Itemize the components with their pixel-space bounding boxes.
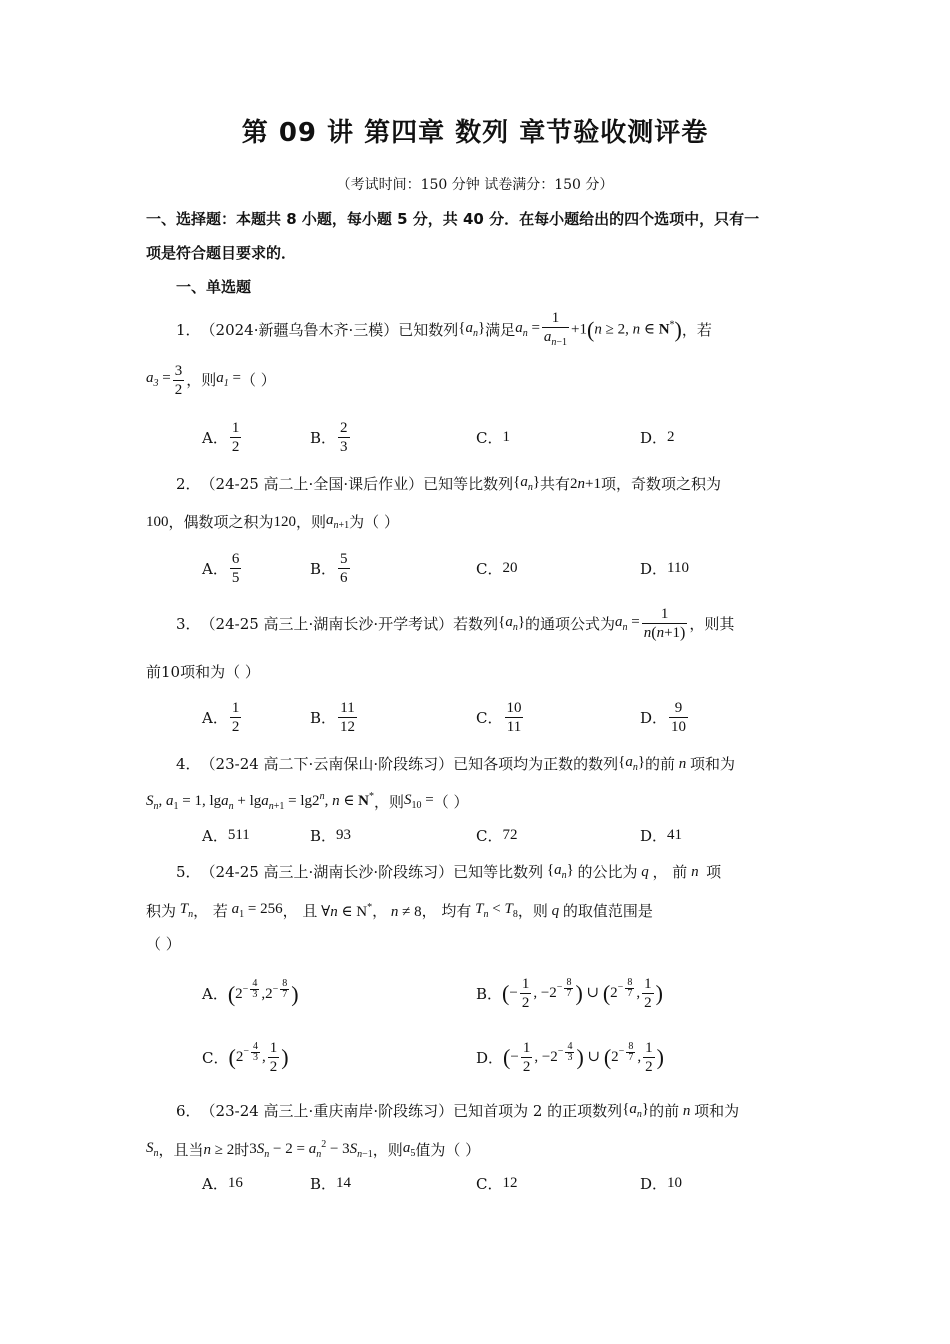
option-value: 12 — [502, 1174, 518, 1191]
option-value: 72 — [502, 826, 518, 843]
math: q — [547, 902, 563, 919]
question-source: （24-25 高二上·全国·课后作业）已知等比数列 — [200, 474, 514, 493]
math: 2n+1 — [570, 475, 601, 492]
option-c[interactable] — [476, 694, 525, 740]
option-d[interactable] — [640, 694, 690, 740]
option-num: 9 — [674, 699, 683, 716]
question-text: （ ） — [240, 370, 276, 389]
option-num: 10 — [506, 699, 522, 716]
option-label: B． — [310, 559, 337, 578]
math: $a_n$ = — [515, 320, 540, 339]
option-label: C． — [476, 826, 503, 845]
option-value: 2 — [667, 428, 675, 445]
option-label: D． — [640, 559, 668, 578]
option-num: 6 — [231, 550, 240, 567]
option-value: 110 — [667, 559, 689, 576]
question-text: ， 前 — [652, 862, 688, 881]
math: $\{a_n\}$ — [513, 474, 541, 493]
option-label: A． — [202, 428, 228, 447]
math: $S_{10}$ = — [404, 792, 434, 811]
option-label: C． — [202, 1048, 229, 1067]
math: $a_n$ = — [615, 614, 640, 633]
question-number: 6． — [176, 1101, 201, 1120]
math: $a_5$ — [402, 1140, 416, 1159]
option-b[interactable] — [310, 545, 352, 591]
question-number: 1． — [176, 320, 201, 339]
question-text: 前10项和为（ ） — [146, 662, 260, 681]
option-value: 16 — [227, 1174, 243, 1191]
question-number: 4． — [176, 754, 201, 773]
fraction: $\frac{1}{n(n+1)}$ — [643, 606, 686, 642]
option-label: C． — [476, 428, 503, 447]
math: q — [637, 863, 653, 880]
question-source: （23-24 高二下·云南保山·阶段练习）已知各项均为正数的数列 — [200, 754, 619, 773]
option-a[interactable] — [202, 1160, 243, 1206]
math: $T_n$ — [176, 901, 194, 920]
option-den: 11 — [506, 718, 522, 735]
math: n ≥ 2 — [203, 1141, 235, 1158]
option-d[interactable] — [640, 812, 682, 858]
math: n — [687, 863, 707, 880]
option-c[interactable] — [476, 545, 517, 591]
math: $a_1$ = — [216, 370, 241, 389]
option-value: 511 — [227, 826, 250, 843]
question-text: 项和为 — [690, 754, 736, 773]
question-5-line3 — [146, 932, 181, 956]
option-num: 2 — [340, 419, 348, 436]
math: ∀n ∈ N*， n ≠ 8 — [317, 901, 422, 920]
math: $a_1 = 256$ — [231, 901, 283, 920]
option-num: 5 — [340, 550, 348, 567]
question-text: ，则 — [374, 792, 405, 811]
option-a[interactable] — [202, 970, 299, 1016]
math: $\{a_n\}$ — [622, 1101, 650, 1120]
option-b[interactable] — [476, 970, 663, 1016]
question-text: ， 若 — [193, 901, 228, 920]
option-a[interactable] — [202, 545, 243, 591]
question-2 — [176, 470, 721, 498]
option-value: 14 — [336, 1174, 352, 1191]
question-4 — [176, 750, 735, 778]
option-label: D． — [640, 826, 668, 845]
option-label: B． — [310, 708, 337, 727]
math: $\{a_n\}$ — [618, 754, 646, 773]
question-2-options — [0, 545, 950, 591]
option-a[interactable] — [202, 414, 243, 460]
question-text: 的前 — [649, 1101, 680, 1120]
option-den: 2 — [231, 718, 240, 735]
question-source: （2024·新疆乌鲁木齐·三模）已知数列 — [200, 320, 459, 339]
math: $T_n < T_8$ — [475, 901, 518, 920]
math: n — [679, 1102, 695, 1119]
option-den: 6 — [340, 569, 348, 586]
question-text: 项，奇数项之积为 — [601, 474, 722, 493]
option-label: C． — [476, 708, 503, 727]
math: $a_3$ = — [146, 370, 171, 389]
page-title: 第 09 讲 第四章 数列 章节验收测评卷 — [241, 118, 709, 148]
question-text: ，偶数项之积为 — [168, 512, 274, 531]
question-3-options — [0, 694, 950, 740]
option-label: A． — [202, 559, 228, 578]
option-value: 10 — [667, 1174, 683, 1191]
question-text: 积为 — [146, 901, 177, 920]
math: (− $\frac{1}{2}$ , $-2^{- \frac{4}{3}}$ ) ∪ ($2^{- \frac{8}{7}}$ , $\frac{1}{2}$ ) — [503, 1039, 664, 1075]
question-text: 时 — [234, 1140, 250, 1159]
option-a[interactable] — [202, 694, 243, 740]
question-text: 的公比为 — [577, 862, 638, 881]
option-label: B． — [310, 428, 337, 447]
option-b[interactable] — [310, 694, 359, 740]
math: $3S_n - 2 = a_n^2 - 3S_{n-1}$ — [249, 1139, 373, 1160]
question-text: ，则其 — [689, 614, 735, 633]
question-number: 3． — [176, 614, 201, 633]
math: +1(n ≥ 2, n ∈ N*) — [571, 317, 682, 342]
math: $\{a_n\}$ — [498, 614, 526, 633]
question-2-line2 — [146, 508, 399, 536]
question-5 — [176, 858, 721, 886]
option-value: 20 — [502, 559, 518, 576]
option-den: 10 — [671, 718, 687, 735]
option-b[interactable] — [310, 1160, 351, 1206]
question-6 — [176, 1097, 739, 1125]
question-1-line2 — [146, 358, 276, 402]
math: ($2^{- \frac{4}{3}}$ $,2^{- \frac{8}{7}}$ ) — [227, 977, 299, 1007]
math: (− $\frac{1}{2}$ , $-2^{- \frac{8}{7}}$ ) ∪ ($2^{- \frac{8}{7}}$ , $\frac{1}{2}$ ) — [502, 975, 663, 1011]
question-text: 满足 — [485, 320, 516, 339]
question-text: ，则 — [186, 370, 217, 389]
option-label: D． — [640, 1174, 668, 1193]
option-label: C． — [476, 1174, 503, 1193]
option-den: 12 — [340, 718, 356, 735]
fraction: $\frac{1}{a_{n-1}}$ — [542, 309, 569, 352]
option-c[interactable] — [476, 414, 510, 460]
question-text: ，则 — [372, 1140, 403, 1159]
option-c[interactable] — [476, 812, 517, 858]
option-value: 1 — [502, 428, 510, 445]
option-c[interactable] — [202, 1034, 289, 1080]
question-6-options — [0, 1160, 950, 1206]
option-num: 11 — [340, 699, 355, 716]
question-text: ， 且 — [282, 901, 318, 920]
question-4-options — [0, 812, 950, 858]
question-text: 的取值范围是 — [562, 901, 653, 920]
math: ($2^{- \frac{4}{3}}$ , $\frac{1}{2}$ ) — [228, 1039, 289, 1075]
question-text: 的前 — [645, 754, 676, 773]
question-5-line2 — [146, 897, 653, 925]
option-value: 41 — [667, 826, 683, 843]
question-text: 项 — [706, 862, 722, 881]
question-3-line2 — [146, 660, 260, 684]
math: 120 — [273, 513, 297, 530]
option-label: B． — [476, 984, 503, 1003]
option-label: D． — [640, 428, 668, 447]
option-label: A． — [202, 826, 228, 845]
question-text: ，则 — [517, 901, 548, 920]
question-1-options — [0, 414, 950, 460]
question-source: （23-24 高三上·重庆南岸·阶段练习）已知首项为 2 的正项数列 — [200, 1101, 623, 1120]
question-text: ， 均有 — [421, 901, 472, 920]
question-5-options-row2 — [0, 1034, 950, 1080]
option-c[interactable] — [476, 1160, 517, 1206]
option-b[interactable] — [310, 414, 352, 460]
question-1 — [176, 310, 712, 350]
math: $\{a_n\}$ — [458, 320, 486, 339]
option-a[interactable] — [202, 812, 250, 858]
question-text: 共有 — [540, 474, 571, 493]
option-label: A． — [202, 984, 228, 1003]
option-num: 1 — [231, 419, 240, 436]
option-den: 5 — [231, 569, 240, 586]
option-den: 2 — [231, 438, 240, 455]
question-source: （24-25 高三上·湖南长沙·阶段练习）已知等比数列 — [200, 862, 544, 881]
question-source: （24-25 高三上·湖南长沙·开学考试）若数列 — [200, 614, 499, 633]
question-text: （ ） — [433, 792, 469, 811]
option-d[interactable] — [640, 414, 675, 460]
option-num: 1 — [231, 699, 240, 716]
option-label: A． — [202, 708, 228, 727]
question-3 — [176, 602, 734, 646]
section-heading: 一、选择题：本题共 8 小题，每小题 5 分，共 40 分．在每小题给出的四个选项中，只有一 — [146, 210, 760, 228]
option-label: D． — [640, 708, 668, 727]
option-b[interactable] — [310, 812, 351, 858]
option-label: B． — [310, 826, 337, 845]
option-d[interactable] — [476, 1034, 664, 1080]
option-label: B． — [310, 1174, 337, 1193]
math: $\{a_n\}$ — [543, 862, 578, 881]
question-text: ，则 — [296, 512, 327, 531]
math: $a_{n+1}$ — [326, 512, 350, 531]
math: 100 — [146, 513, 169, 530]
option-d[interactable] — [640, 1160, 682, 1206]
option-label: D． — [476, 1048, 504, 1067]
math: n — [675, 755, 691, 772]
question-text: ，若 — [681, 320, 712, 339]
question-number: 5． — [176, 862, 201, 881]
section-heading-cont: 项是符合题目要求的． — [146, 244, 297, 262]
question-text: ，且当 — [158, 1140, 204, 1159]
question-5-options-row1 — [0, 970, 950, 1016]
question-text: 的通项公式为 — [525, 614, 616, 633]
question-text: 值为（ ） — [415, 1140, 481, 1159]
fraction: $\frac{3}{2}$ — [174, 362, 183, 398]
question-text: 为（ ） — [349, 512, 399, 531]
option-label: C． — [476, 559, 503, 578]
subsection-heading: 一、单选题 — [176, 278, 252, 296]
option-value: 93 — [336, 826, 352, 843]
option-d[interactable] — [640, 545, 689, 591]
question-text: （ ） — [146, 934, 181, 953]
math: $S_n$ — [146, 1140, 159, 1159]
question-text: 项和为 — [694, 1101, 740, 1120]
math: $S_n$, $a_1 = 1$, $\lg a_n + \lg a_{n+1} = \lg 2^n$, n ∈ N* — [146, 791, 375, 812]
option-den: 3 — [340, 438, 348, 455]
option-label: A． — [202, 1174, 228, 1193]
exam-info: （考试时间：150 分钟 试卷满分：150 分） — [336, 177, 614, 193]
question-number: 2． — [176, 474, 201, 493]
